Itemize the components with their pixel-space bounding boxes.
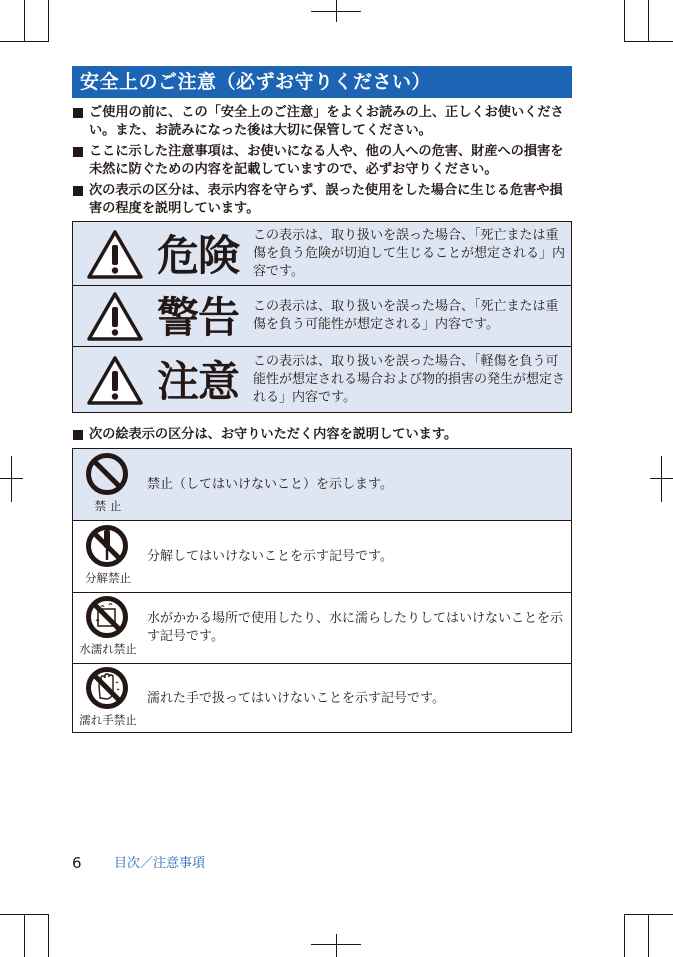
pictogram-label: 濡れ手禁止: [79, 713, 137, 727]
pictogram-table: [72, 448, 572, 733]
level-word-danger: 危険: [157, 230, 240, 280]
warning-triangle-icon: [87, 229, 143, 279]
pictogram-desc: 分解してはいけないことを示す記号です。: [147, 548, 393, 564]
pictogram-row-no-wet-hands: [73, 663, 571, 734]
pictogram-desc: 濡れた手で扱ってはいけないことを示す記号です。: [147, 690, 445, 706]
no-water-icon: [85, 595, 129, 639]
prohibition-icon: [85, 452, 129, 496]
pictogram-label: 禁 止: [94, 499, 122, 513]
level-word-warning: 警告: [157, 292, 240, 342]
bullet-read-before-use: ご使用の前に、この「安全上のご注意」をよくお読みの上、正しくお使いください。また、お読みになった後は大切に保管してください。: [72, 104, 574, 139]
level-word-caution: 注意: [157, 356, 240, 406]
bullet-precautions: ここに示した注意事項は、お使いになる人や、他の人への危害、財産への損害を未然に防ぐための内容を記載していますので、必ずお守りください。: [72, 143, 574, 178]
hazard-level-table: [72, 221, 572, 413]
pictogram-desc: 禁止（してはいけないこと）を示します。: [147, 476, 393, 492]
pictogram-label: 水濡れ禁止: [79, 642, 137, 656]
level-row-caution: [73, 347, 571, 412]
warning-triangle-icon: [87, 291, 143, 341]
pictogram-row-no-water: [73, 592, 571, 664]
page-number: 6: [72, 854, 82, 872]
pictogram-label: 分解禁止: [85, 571, 131, 585]
bullet-pictogram-explanation: 次の絵表示の区分は、お守りいただく内容を説明しています。: [72, 426, 574, 444]
warning-triangle-icon: [87, 355, 143, 405]
bullet-level-explanation: 次の表示の区分は、表示内容を守らず、誤った使用をした場合に生じる危害や損害の程度を説明しています。: [72, 182, 574, 217]
footer-section-link[interactable]: 目次／注意事項: [114, 856, 206, 871]
section-title: 安全上のご注意（必ずお守りください）: [72, 66, 572, 98]
no-disassembly-icon: [85, 524, 129, 568]
pictogram-desc: 水がかかる場所で使用したり、水に濡らしたりしてはいけないことを示す記号です。: [147, 610, 564, 644]
pictogram-row-prohibition: [73, 449, 571, 521]
level-desc-danger: この表示は、取り扱いを誤った場合、「死亡または重傷を負う危険が切迫して生じることが想定される」内容です。: [253, 227, 566, 279]
pictogram-row-no-disassembly: [73, 521, 571, 593]
level-desc-caution: この表示は、取り扱いを誤った場合、「軽傷を負う可能性が想定される場合および物的損害の発生が想定される」内容です。: [253, 353, 566, 405]
level-row-danger: [73, 222, 571, 286]
level-row-warning: [73, 286, 571, 347]
level-desc-warning: この表示は、取り扱いを誤った場合、「死亡または重傷を負う可能性が想定される」内容です。: [253, 299, 559, 332]
no-wet-hands-icon: [85, 666, 129, 710]
